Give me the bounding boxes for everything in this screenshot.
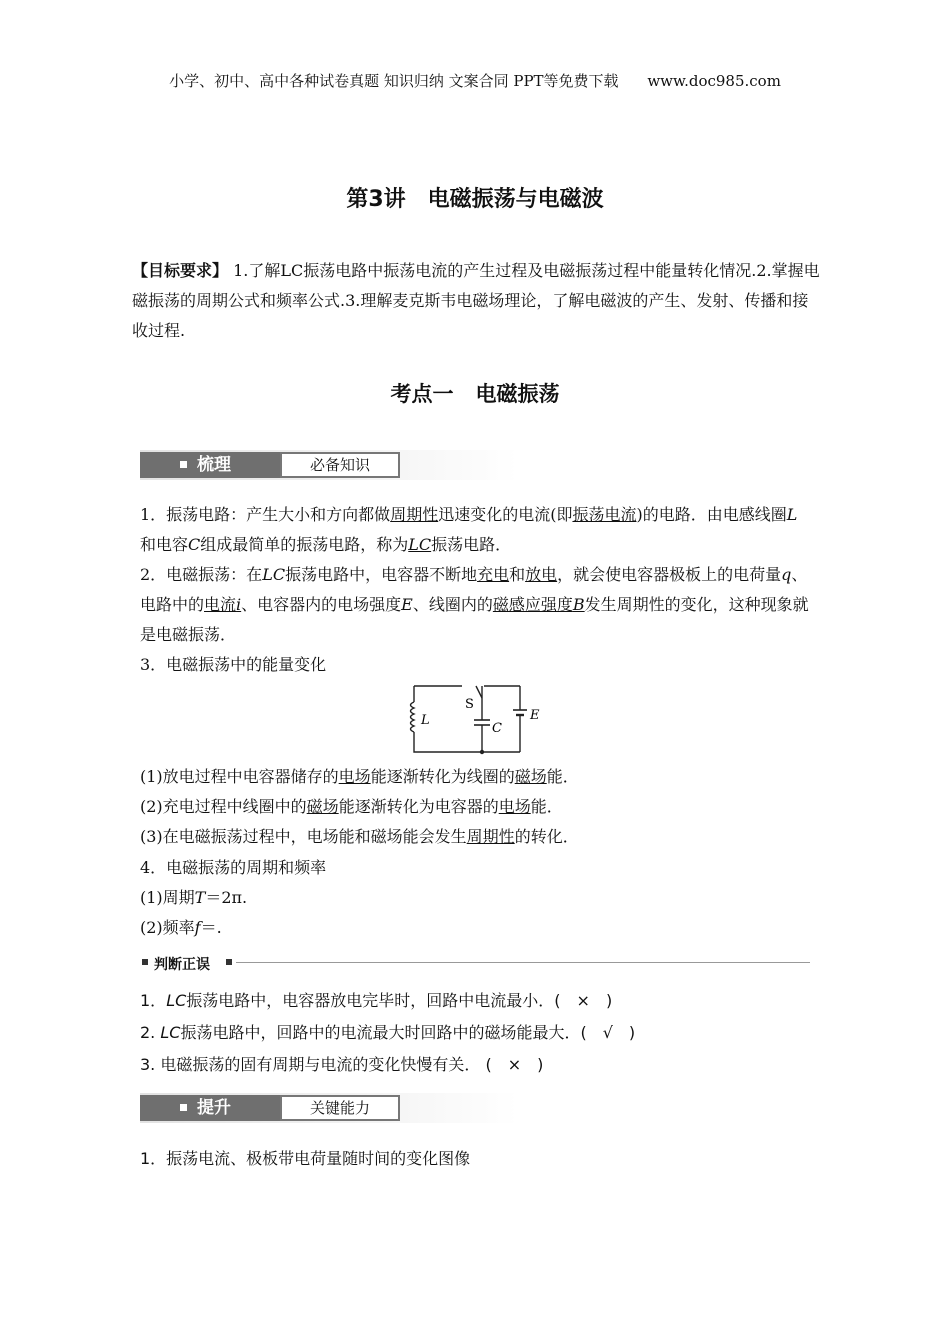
judge-mark: ( × ) bbox=[485, 1055, 544, 1074]
section-bar-improve bbox=[140, 1093, 518, 1123]
switch-blade bbox=[476, 686, 482, 698]
bar-label: 梳理 bbox=[197, 455, 231, 475]
label-E: E bbox=[530, 708, 540, 723]
section-bar-review bbox=[140, 450, 518, 480]
bar-box: 必备知识 bbox=[280, 452, 400, 478]
answer-blank: 充电 bbox=[477, 565, 510, 584]
answer-blank: 电流i bbox=[204, 595, 242, 614]
answer-blank: 磁场 bbox=[514, 767, 547, 786]
answer-blank: 振荡电流 bbox=[572, 505, 637, 524]
header-text: 小学、初中、高中各种试卷真题 知识归纳 文案合同 PPT等免费下载 bbox=[169, 72, 619, 90]
judge-item: 1．LC振荡电路中，电容器放电完毕时，回路中电流最小．( × ) bbox=[140, 991, 613, 1010]
inductor-coil bbox=[411, 702, 415, 732]
lc-circuit-diagram bbox=[400, 682, 550, 758]
answer-blank: LC bbox=[408, 535, 432, 554]
subtopic-heading: 1．振荡电流、极板带电荷量随时间的变化图像 bbox=[140, 1149, 471, 1168]
answer-blank: 磁感应强度B bbox=[492, 595, 585, 614]
goal-text: 1.了解LC振荡电路中振荡电流的产生过程及电磁振荡过程中能量转化情况.2.掌握电磁振荡的周期公式和频率公式.3.理解麦克斯韦电磁场理论，了解电磁波的产生、发射、传播和接收过程. bbox=[132, 261, 820, 340]
judge-mark: ( × ) bbox=[554, 991, 613, 1010]
label-C: C bbox=[492, 721, 502, 736]
bar-box: 关键能力 bbox=[280, 1095, 400, 1121]
bar-label: 提升 bbox=[197, 1098, 231, 1118]
judge-item: 3. 电磁振荡的固有周期与电流的变化快慢有关． ( × ) bbox=[140, 1055, 544, 1074]
judge-mark: ( √ ) bbox=[580, 1023, 636, 1042]
judge-item: 2. LC振荡电路中，回路中的电流最大时回路中的磁场能最大．( √ ) bbox=[140, 1023, 636, 1042]
section-topic: 电磁振荡 bbox=[475, 382, 560, 406]
goal-requirements bbox=[132, 256, 822, 346]
label-S: S bbox=[465, 697, 474, 712]
lesson-number: 第3讲 bbox=[346, 187, 406, 212]
energy-1: (1)放电过程中电容器储存的电场能逐渐转化为线圈的磁场能． bbox=[140, 767, 579, 786]
energy-2: (2)充电过程中线圈中的磁场能逐渐转化为电容器的电场能． bbox=[140, 797, 563, 816]
paragraph-4: 4．电磁振荡的周期和频率 bbox=[140, 858, 327, 877]
answer-blank: 磁场 bbox=[306, 797, 339, 816]
page-header bbox=[0, 70, 950, 91]
header-site[interactable]: www.doc985.com bbox=[647, 72, 781, 90]
paragraph-3: 3．电磁振荡中的能量变化 bbox=[140, 655, 327, 674]
answer-blank: 放电 bbox=[525, 565, 558, 584]
lesson-title bbox=[0, 182, 950, 213]
section-number: 考点一 bbox=[390, 382, 454, 406]
judge-header bbox=[140, 954, 810, 972]
formula-frequency: (2)频率f＝. bbox=[140, 918, 222, 937]
lesson-topic: 电磁振荡与电磁波 bbox=[427, 187, 604, 212]
judge-label: 判断正误 bbox=[154, 957, 210, 973]
paragraph-2: 2．电磁振荡：在LC振荡电路中，电容器不断地充电和放电，就会使电容器极板上的电荷量q、电路中的电流i、电容器内的电场强度E、线圈内的磁感应强度B发生周期性的变化，这种现象就是电磁振荡． bbox=[140, 565, 809, 644]
wire-bottom bbox=[414, 732, 520, 752]
paragraph-1: 1．振荡电路：产生大小和方向都做周期性迅速变化的电流(即振荡电流)的电路．由电感线圈L和电容C组成最简单的振荡电路，称为LC振荡电路． bbox=[140, 505, 798, 554]
answer-blank: 电场 bbox=[338, 767, 371, 786]
junction-dot bbox=[480, 750, 484, 754]
answer-blank: 周期性 bbox=[390, 505, 439, 524]
formula-period: (1)周期T＝2π. bbox=[140, 888, 248, 907]
answer-blank: 周期性 bbox=[466, 827, 515, 846]
label-L: L bbox=[421, 713, 430, 728]
goal-label: 【目标要求】 bbox=[132, 261, 229, 280]
energy-3: (3)在电磁振荡过程中，电场能和磁场能会发生周期性的转化． bbox=[140, 827, 579, 846]
answer-blank: 电场 bbox=[498, 797, 531, 816]
section-title bbox=[0, 378, 950, 408]
